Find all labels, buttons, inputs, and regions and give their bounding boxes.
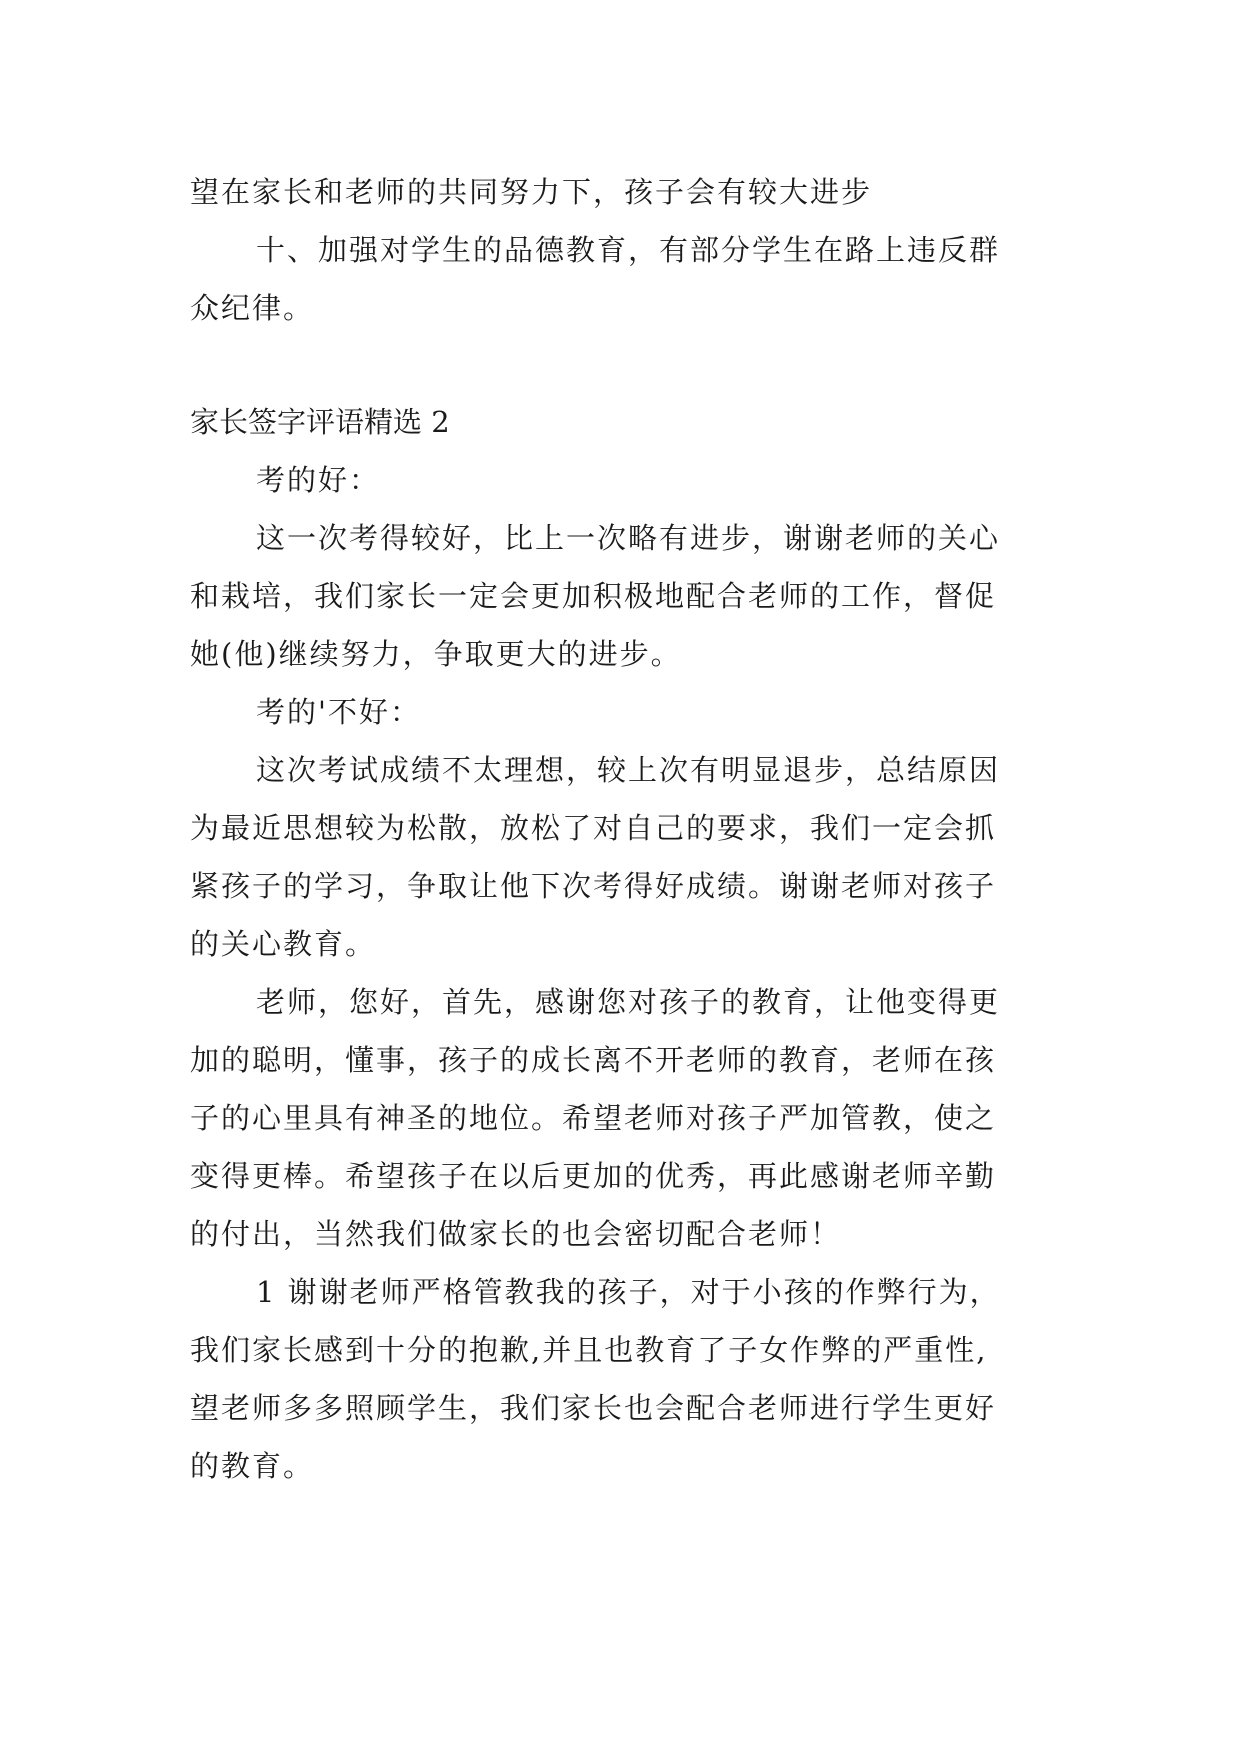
paragraph-line: 加的聪明，懂事，孩子的成长离不开老师的教育，老师在孩 xyxy=(190,1043,997,1077)
paragraph-line: 和栽培，我们家长一定会更加积极地配合老师的工作，督促 xyxy=(190,579,997,613)
subheading-line: 考的'不好： xyxy=(256,695,421,729)
paragraph-line: 子的心里具有神圣的地位。希望老师对孩子严加管教，使之 xyxy=(190,1101,997,1135)
paragraph-line: 变得更棒。希望孩子在以后更加的优秀，再此感谢老师辛勤 xyxy=(190,1159,997,1193)
paragraph-line: 十、加强对学生的品德教育，有部分学生在路上违反群 xyxy=(256,233,1001,267)
paragraph-line: 的关心教育。 xyxy=(190,927,377,961)
subheading-line: 考的好： xyxy=(256,463,381,497)
paragraph-line: 这一次考得较好，比上一次略有进步，谢谢老师的关心 xyxy=(256,521,1001,555)
document-body xyxy=(190,163,1055,1495)
paragraph-line: 的教育。 xyxy=(190,1449,315,1483)
section-heading: 家长签字评语精选 2 xyxy=(190,405,450,439)
paragraph-line: 她(他)继续努力，争取更大的进步。 xyxy=(190,637,682,671)
paragraph-line: 众纪律。 xyxy=(190,291,315,325)
paragraph-line: 望老师多多照顾学生，我们家长也会配合老师进行学生更好 xyxy=(190,1391,997,1425)
paragraph-line: 1 谢谢老师严格管教我的孩子，对于小孩的作弊行为， xyxy=(256,1275,1001,1309)
paragraph-line: 紧孩子的学习，争取让他下次考得好成绩。谢谢老师对孩子 xyxy=(190,869,997,903)
paragraph-line: 我们家长感到十分的抱歉,并且也教育了子女作弊的严重性, xyxy=(190,1333,988,1367)
paragraph-line: 为最近思想较为松散，放松了对自己的要求，我们一定会抓 xyxy=(190,811,997,845)
paragraph-line: 的付出，当然我们做家长的也会密切配合老师！ xyxy=(190,1217,842,1251)
paragraph-line: 望在家长和老师的共同努力下，孩子会有较大进步 xyxy=(190,175,873,209)
section-spacer xyxy=(190,337,1055,393)
paragraph-line: 老师，您好，首先，感谢您对孩子的教育，让他变得更 xyxy=(256,985,1001,1019)
paragraph-line: 这次考试成绩不太理想，较上次有明显退步，总结原因 xyxy=(256,753,1001,787)
